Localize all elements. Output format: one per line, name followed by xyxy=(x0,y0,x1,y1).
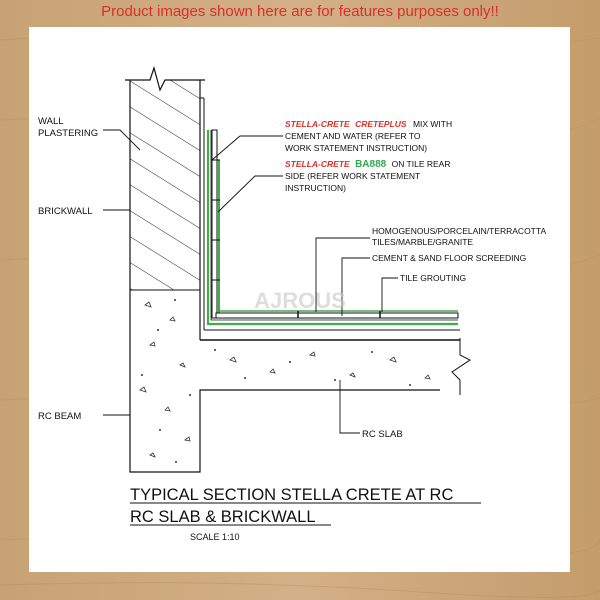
label-grouting: TILE GROUTING xyxy=(400,273,467,283)
note2-line3: INSTRUCTION) xyxy=(285,183,346,193)
disclaimer-banner: Product images shown here are for features purposes only!! xyxy=(101,3,499,20)
label-tiles-1: HOMOGENOUS/PORCELAIN/TERRACOTTA xyxy=(372,226,547,236)
note2-heading: STELLA-CRETE BA888 ON TILE REAR xyxy=(285,159,451,170)
label-brickwall: BRICKWALL xyxy=(38,206,93,217)
label-rc-beam: RC BEAM xyxy=(38,411,82,422)
scale-label: SCALE 1:10 xyxy=(190,532,240,542)
drawing-sheet xyxy=(29,27,570,572)
note1-line3: WORK STATEMENT INSTRUCTION) xyxy=(285,143,428,153)
label-rc-slab: RC SLAB xyxy=(362,429,403,440)
note1-heading: STELLA-CRETE CRETEPLUS MIX WITH xyxy=(285,119,453,129)
title-line1: TYPICAL SECTION STELLA CRETE AT RC xyxy=(130,486,454,504)
label-wall-plastering-1: WALL xyxy=(38,116,64,127)
brickwall-body xyxy=(125,68,205,290)
note1-line2: CEMENT AND WATER (REFER TO xyxy=(285,131,421,141)
label-tiles-2: TILES/MARBLE/GRANITE xyxy=(372,237,474,247)
label-screed: CEMENT & SAND FLOOR SCREEDING xyxy=(372,253,527,263)
wall-tiles xyxy=(212,130,220,318)
section-drawing xyxy=(29,27,570,572)
note2-line2: SIDE (REFER WORK STATEMENT xyxy=(285,171,421,181)
title-line2: RC SLAB & BRICKWALL xyxy=(130,508,316,526)
label-wall-plastering-2: PLASTERING xyxy=(38,128,99,139)
watermark-text: AJROUS xyxy=(254,288,346,313)
